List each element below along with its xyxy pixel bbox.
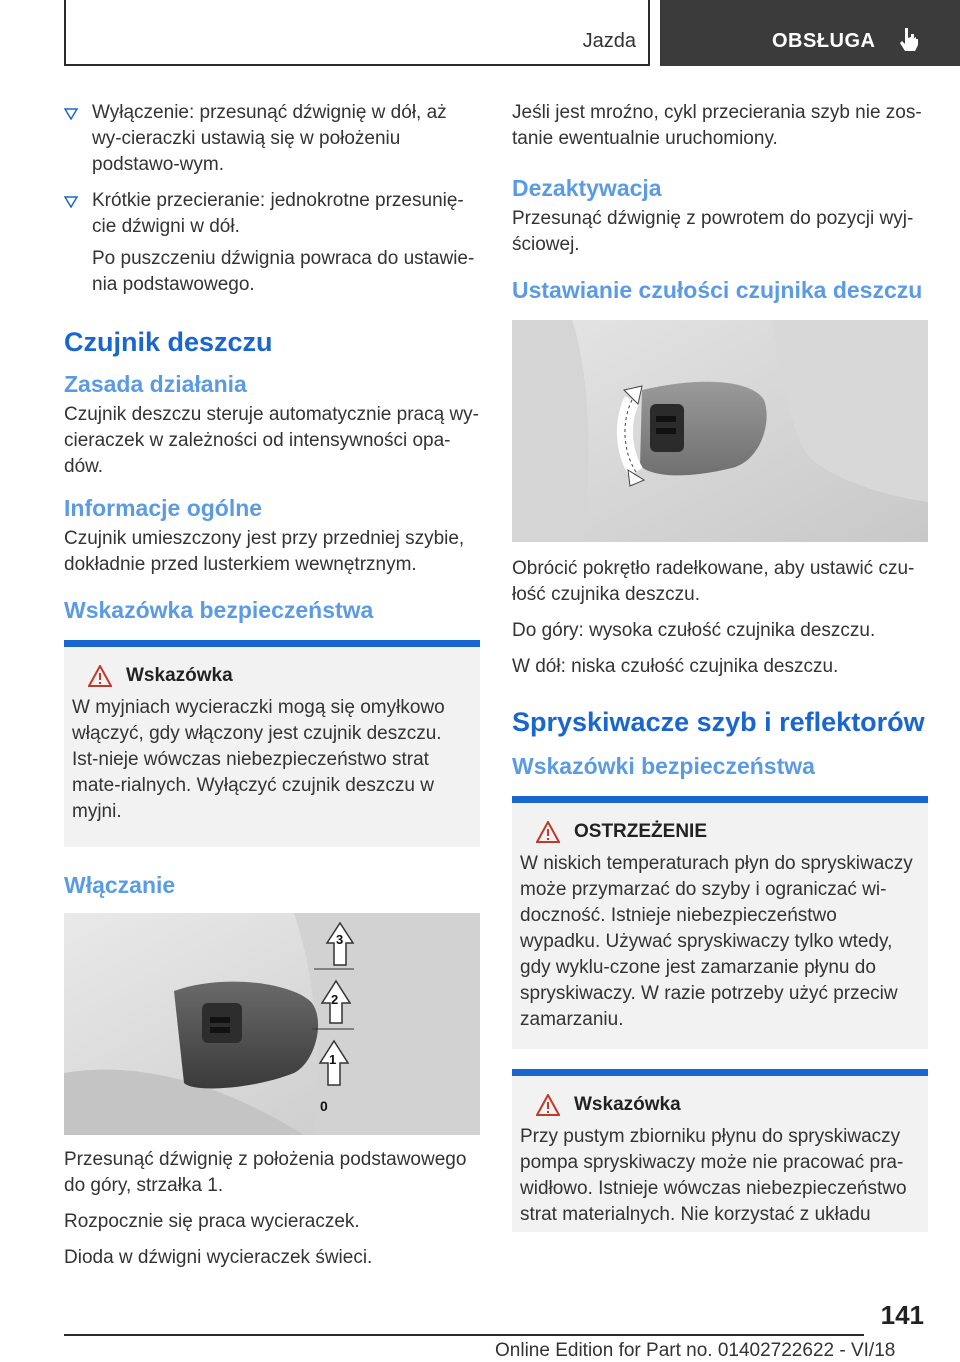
heading-deactivation: Dezaktywacja: [512, 175, 662, 201]
page-number: 141: [880, 1300, 924, 1330]
warning-text: Przy pustym zbiorniku płynu do spryskiwaczy pompa spryskiwaczy może nie pracować pra-widłowo. Istnieje wówczas niebezpieczeństwo strat materialnych. Nie korzystać z układu: [520, 1126, 907, 1225]
heading-general-info: Informacje ogólne: [64, 495, 263, 521]
sensitivity-text-1: Obrócić pokrętło radełkowane, aby ustawić czu-łość czujnika deszczu.: [512, 558, 915, 605]
warning-triangle-icon: [536, 821, 560, 843]
warning-box-material: [512, 1069, 928, 1232]
illus-label-2: 2: [331, 992, 339, 1007]
heading-principle: Zasada działania: [64, 371, 247, 397]
right-column: [512, 100, 928, 1232]
deactivation-text: Przesunąć dźwignię z powrotem do pozycji wyj-ściowej.: [512, 208, 914, 255]
switch-text-3: Dioda w dźwigni wycieraczek świeci.: [64, 1247, 373, 1268]
warning-triangle-icon: [536, 1094, 560, 1116]
list-item-note: Po puszczeniu dźwignia powraca do ustawie-nia podstawowego.: [92, 248, 475, 295]
heading-washers: Spryskiwacze szyb i reflektorów: [512, 707, 925, 737]
list-item-text: Wyłączenie: przesunąć dźwignię w dół, aż wy-cieraczki ustawią się w położeniu podstawo-wym.: [92, 102, 447, 175]
warning-title: [72, 665, 470, 687]
illus-label-1: 1: [329, 1052, 337, 1067]
warning-title: [520, 1094, 918, 1116]
warning-box: [64, 640, 480, 847]
warning-title-text: Wskazówka: [574, 1094, 681, 1115]
header-chapter-label: OBSŁUGA: [772, 30, 876, 52]
heading-safety-note: Wskazówka bezpieczeństwa: [64, 597, 374, 623]
illus-label-3: 3: [336, 932, 344, 947]
triangle-bullet-icon: [64, 196, 78, 208]
heading-rain-sensor: Czujnik deszczu: [64, 327, 273, 357]
illustration-knurled-wheel: [512, 320, 928, 542]
principle-text: Czujnik deszczu steruje automatycznie pracą wy-cieraczek w zależności od intensywności opa-dów.: [64, 404, 480, 477]
warning-title-text: OSTRZEŻENIE: [574, 821, 708, 842]
warning-text: W myjniach wycieraczki mogą się omyłkowo włączyć, gdy włączony jest czujnik deszczu. Ist-nieje wówczas niebezpieczeństwo strat mate-rialnych. Wyłączyć czujnik deszczu w myjni.: [72, 697, 445, 822]
header-chapter-tab[interactable]: [660, 0, 960, 66]
footer-divider: [64, 1334, 864, 1336]
switch-text-1: Przesunąć dźwignię z położenia podstawowego do góry, strzałka 1.: [64, 1149, 467, 1196]
left-column: [64, 100, 480, 1271]
heading-washer-safety: Wskazówki bezpieczeństwa: [512, 753, 815, 779]
heading-sensitivity: Ustawianie czułości czujnika deszczu: [512, 277, 923, 303]
warning-title-text: Wskazówka: [126, 665, 233, 686]
triangle-bullet-icon: [64, 108, 78, 120]
switch-text-2: Rozpocznie się praca wycieraczek.: [64, 1211, 360, 1232]
header-section-box: [64, 0, 650, 66]
general-text: Czujnik umieszczony jest przy przedniej szybie, dokładnie przed lusterkiem wewnętrznym.: [64, 528, 465, 575]
warning-triangle-icon: [88, 665, 112, 687]
illus-label-0: 0: [320, 1098, 328, 1114]
warning-title: [520, 821, 918, 843]
sensitivity-text-3: W dół: niska czułość czujnika deszczu.: [512, 656, 839, 677]
hand-pointer-icon: [896, 26, 922, 54]
frost-text: Jeśli jest mroźno, cykl przecierania szyb nie zos-tanie ewentualnie uruchomiony.: [512, 102, 922, 149]
warning-box-accident: [512, 796, 928, 1049]
list-item: [64, 188, 480, 240]
list-item-text: Krótkie przecieranie: jednokrotne przesunię-cie dźwigni w dół.: [92, 190, 464, 237]
heading-switch-on: Włączanie: [64, 872, 176, 898]
list-item: [64, 100, 480, 178]
header-section-title: Jazda: [582, 30, 636, 52]
sensitivity-text-2: Do góry: wysoka czułość czujnika deszczu.: [512, 620, 876, 641]
warning-text: W niskich temperaturach płyn do spryskiwaczy może przymarzać do szyby i ograniczać wi-doczność. Istnieje niebezpieczeństwo wypadku. Używać spryskiwaczy tylko wtedy, gdy wyklu-czone jest zamarzanie płynu do spryskiwaczy. W razie potrzeby użyć przeciw zamarzaniu.: [520, 853, 913, 1030]
illustration-wiper-lever: [64, 913, 480, 1135]
footer-edition: Online Edition for Part no. 01402722622 - VI/18: [495, 1340, 896, 1361]
